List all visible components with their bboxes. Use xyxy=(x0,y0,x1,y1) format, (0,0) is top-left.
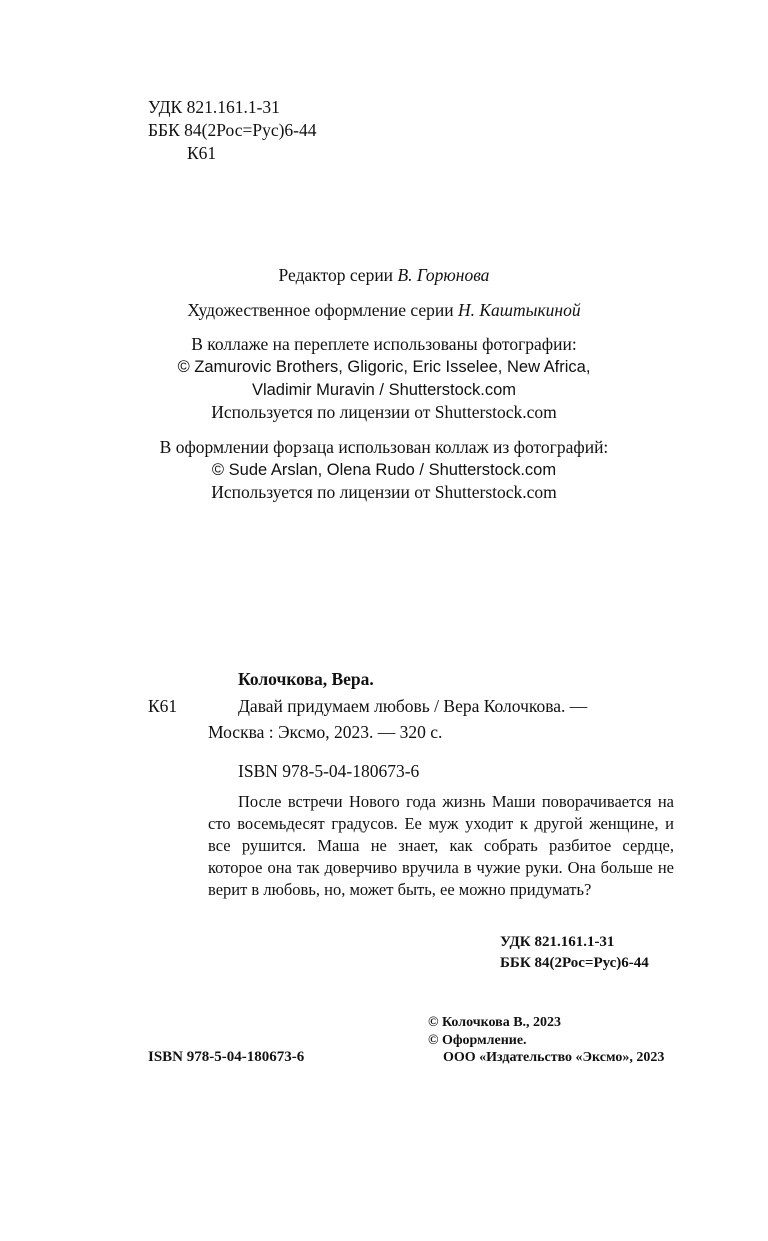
catalog-title-line-1: Давай придумаем любовь / Вера Колочкова. — xyxy=(238,696,588,716)
cover-collage-line-3: Vladimir Muravin / Shutterstock.com xyxy=(251,381,517,399)
footer-isbn: ISBN 978-5-04-180673-6 xyxy=(148,1049,305,1065)
endpaper-collage-line-2: © Sude Arslan, Olena Rudo / Shutterstock.com xyxy=(211,461,557,479)
series-editor-line xyxy=(0,264,768,286)
series-editor-name: В. Горюнова xyxy=(397,265,490,285)
endpaper-collage-line-1: В оформлении форзаца использован коллаж из фотографий: xyxy=(159,437,609,457)
cover-collage-line-2: © Zamurovic Brothers, Gligoric, Eric Isselee, New Africa, xyxy=(177,358,591,376)
cover-collage-line-4: Используется по лицензии от Shutterstock.com xyxy=(211,402,557,422)
series-design-line xyxy=(0,299,768,321)
catalog-bbk: ББК 84(2Рос=Рус)6-44 xyxy=(500,955,649,971)
series-design-name: Н. Каштыкиной xyxy=(458,300,581,320)
copyright-design-owner: ООО «Издательство «Эксмо», 2023 xyxy=(443,1050,665,1065)
cover-collage-line-1: В коллаже на переплете использованы фотографии: xyxy=(191,334,577,354)
series-editor-label: Редактор серии xyxy=(278,265,398,285)
catalog-title-line-2: Москва : Эксмо, 2023. — 320 с. xyxy=(208,722,443,742)
endpaper-collage-line-3: Используется по лицензии от Shutterstock.com xyxy=(211,482,557,502)
catalog-isbn: ISBN 978-5-04-180673-6 xyxy=(238,761,420,781)
udk-code: УДК 821.161.1-31 xyxy=(148,97,280,117)
series-design-label: Художественное оформление серии xyxy=(187,300,458,320)
catalog-mark: К61 xyxy=(148,696,178,716)
catalog-description: После встречи Нового года жизнь Маши поворачивается на сто восемьдесят градусов. Ее муж уходит к другой женщине, и все рушится. Маша не знает, как собрать разбитое сердце, которое она так доверчиво вручила в чужие руки. Она больше не верит в любовь, но, может быть, ее можно придумать? xyxy=(208,792,674,899)
catalog-udk: УДК 821.161.1-31 xyxy=(500,934,615,950)
copyright-design-label: © Оформление. xyxy=(428,1033,527,1048)
author-mark: К61 xyxy=(187,143,217,163)
copyright-author: © Колочкова В., 2023 xyxy=(428,1015,562,1030)
bbk-code: ББК 84(2Рос=Рус)6-44 xyxy=(148,120,317,140)
catalog-author: Колочкова, Вера. xyxy=(238,669,374,689)
